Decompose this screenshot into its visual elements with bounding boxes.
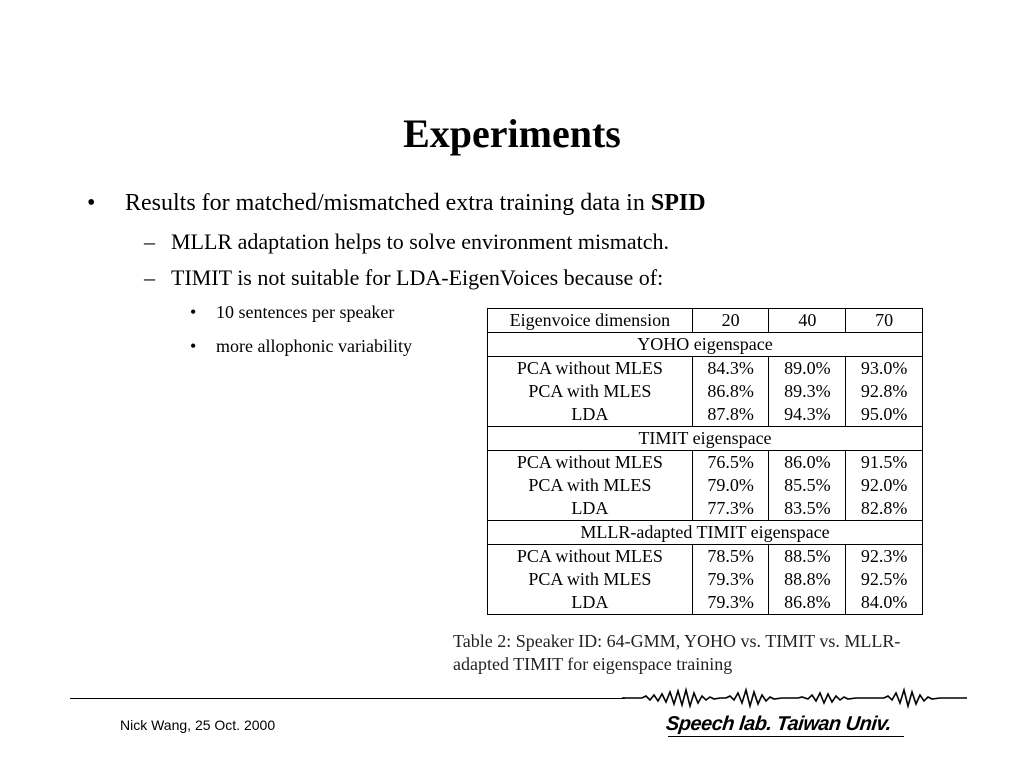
section-header-row (488, 521, 923, 545)
results-table (487, 308, 923, 615)
bullet-marker: • (87, 190, 96, 216)
header-cell: Eigenvoice dimension (488, 309, 693, 333)
row-label: PCA without MLES PCA with MLES LDA (488, 357, 693, 427)
bullet-main-bold: SPID (650, 190, 706, 216)
table-row (488, 451, 923, 521)
value-cell: 76.5% 79.0% 77.3% (692, 451, 769, 521)
value-cell: 88.5% 88.8% 86.8% (769, 545, 846, 615)
bullet-subsub-1 (190, 300, 395, 324)
row-label: PCA without MLES PCA with MLES LDA (488, 451, 693, 521)
value-cell: 91.5% 92.0% 82.8% (846, 451, 923, 521)
section-header: YOHO eigenspace (488, 333, 923, 357)
row-label: PCA without MLES PCA with MLES LDA (488, 545, 693, 615)
dash-marker: – (144, 265, 155, 290)
header-cell: 40 (769, 309, 846, 333)
footer-lab-logo: Speech lab. Taiwan Univ. (664, 713, 893, 735)
table-row (488, 545, 923, 615)
bullet-sub-1-text: MLLR adaptation helps to solve environment mismatch. (171, 229, 669, 254)
bullet-subsub-2 (190, 334, 412, 358)
bullet-sub-2-text: TIMIT is not suitable for LDA-EigenVoices because of: (171, 265, 664, 290)
table-row (488, 357, 923, 427)
table-caption: Table 2: Speaker ID: 64-GMM, YOHO vs. TIMIT vs. MLLR- adapted TIMIT for eigenspace training (453, 631, 901, 674)
table-header-row (488, 309, 923, 333)
footer-divider (70, 698, 625, 699)
value-cell: 89.0% 89.3% 94.3% (769, 357, 846, 427)
section-header-row (488, 427, 923, 451)
bullet-sub-1 (144, 228, 669, 256)
bullet-marker: • (190, 336, 197, 356)
section-header-row (488, 333, 923, 357)
value-cell: 84.3% 86.8% 87.8% (692, 357, 769, 427)
slide-title: Experiments (403, 111, 621, 156)
value-cell: 93.0% 92.8% 95.0% (846, 357, 923, 427)
value-cell: 86.0% 85.5% 83.5% (769, 451, 846, 521)
header-cell: 70 (846, 309, 923, 333)
bullet-subsub-1-text: 10 sentences per speaker (216, 302, 395, 322)
section-header: TIMIT eigenspace (488, 427, 923, 451)
value-cell: 92.3% 92.5% 84.0% (846, 545, 923, 615)
bullet-main (87, 188, 706, 218)
value-cell: 78.5% 79.3% 79.3% (692, 545, 769, 615)
header-cell: 20 (692, 309, 769, 333)
waveform-icon (622, 684, 967, 712)
bullet-marker: • (190, 302, 197, 322)
footer-logo-underline (668, 736, 904, 737)
section-header: MLLR-adapted TIMIT eigenspace (488, 521, 923, 545)
bullet-subsub-2-text: more allophonic variability (216, 336, 412, 356)
dash-marker: – (144, 229, 155, 254)
footer-author: Nick Wang, 25 Oct. 2000 (120, 717, 276, 733)
bullet-sub-2 (144, 264, 664, 292)
bullet-main-text: Results for matched/mismatched extra training data in (125, 190, 651, 216)
